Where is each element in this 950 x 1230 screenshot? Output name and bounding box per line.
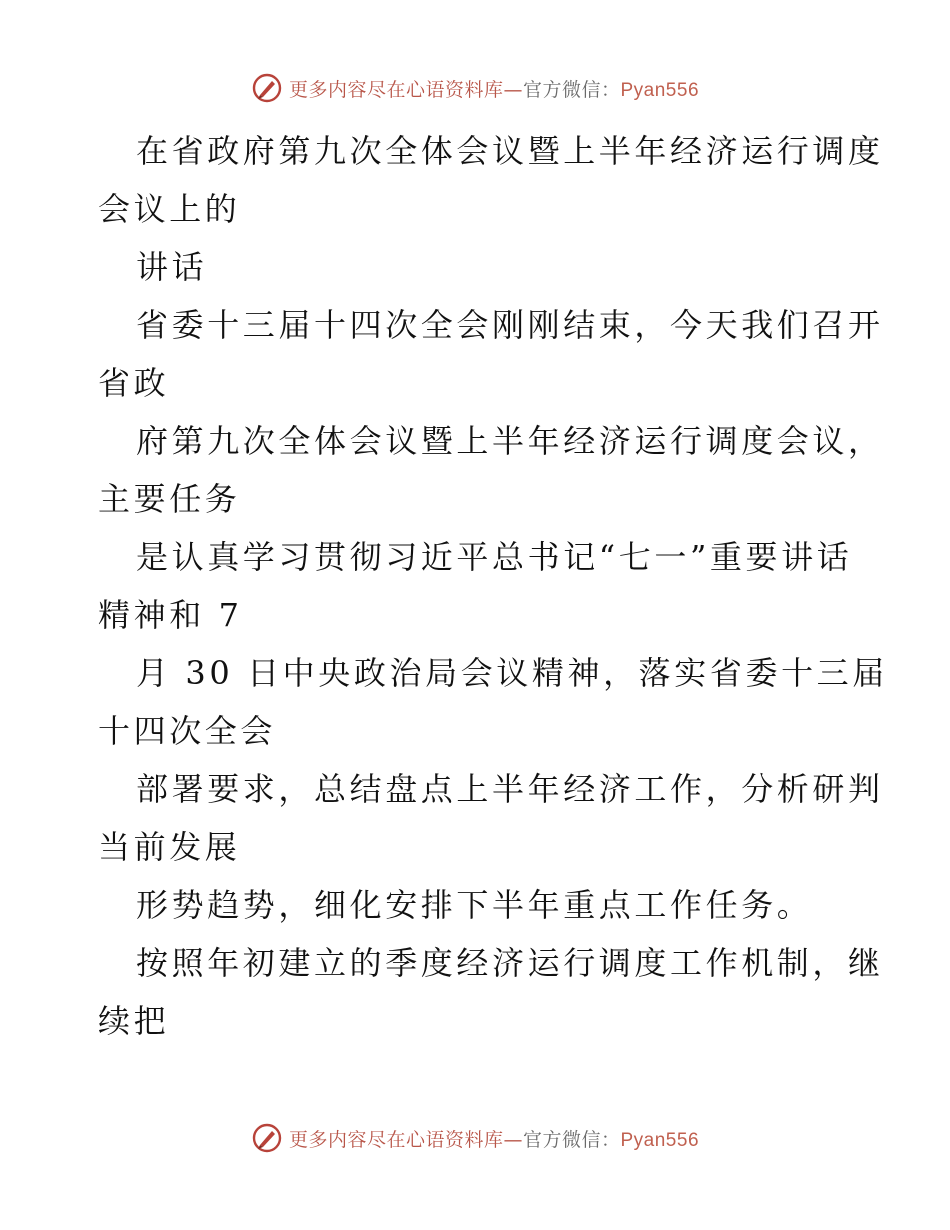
watermark-text xyxy=(289,75,699,102)
document-line: 会议上的 xyxy=(98,190,241,228)
document-line: 讲话 xyxy=(136,248,208,286)
document-line: 十四次全会 xyxy=(98,712,277,750)
pen-logo-icon xyxy=(251,1122,283,1154)
document-line: 是认真学习贯彻习近平总书记“七一”重要讲话 xyxy=(136,538,853,576)
watermark-wechat-label: 官方微信： xyxy=(522,78,621,101)
document-line: 按照年初建立的季度经济运行调度工作机制，继 xyxy=(136,944,884,982)
document-line: 形势趋势，细化安排下半年重点工作任务。 xyxy=(136,886,813,924)
document-line: 主要任务 xyxy=(98,480,241,518)
document-line: 府第九次全体会议暨上半年经济运行调度会议， xyxy=(136,422,884,460)
watermark-main: 更多内容尽在心语资料库 xyxy=(288,1128,504,1151)
watermark-account: Pyan556 xyxy=(620,79,700,101)
watermark-dash: — xyxy=(503,1128,523,1151)
watermark-wechat-label: 官方微信： xyxy=(522,1128,621,1151)
document-line: 当前发展 xyxy=(98,828,241,866)
footer-watermark xyxy=(0,1122,950,1154)
document-line: 月 30 日中央政治局会议精神，落实省委十三届 xyxy=(136,654,888,692)
document-line: 省委十三届十四次全会刚刚结束，今天我们召开 xyxy=(136,306,884,344)
watermark-main: 更多内容尽在心语资料库 xyxy=(288,78,504,101)
document-line: 省政 xyxy=(98,364,170,402)
document-line: 续把 xyxy=(98,1002,170,1040)
document-line: 部署要求，总结盘点上半年经济工作，分析研判 xyxy=(136,770,884,808)
watermark-text xyxy=(289,1125,699,1152)
watermark-dash: — xyxy=(503,78,523,101)
watermark-account: Pyan556 xyxy=(620,1129,700,1151)
pen-logo-icon xyxy=(251,72,283,104)
document-line: 在省政府第九次全体会议暨上半年经济运行调度 xyxy=(136,132,884,170)
header-watermark xyxy=(0,72,950,104)
document-body xyxy=(98,122,888,1050)
document-line: 精神和 7 xyxy=(98,596,243,634)
